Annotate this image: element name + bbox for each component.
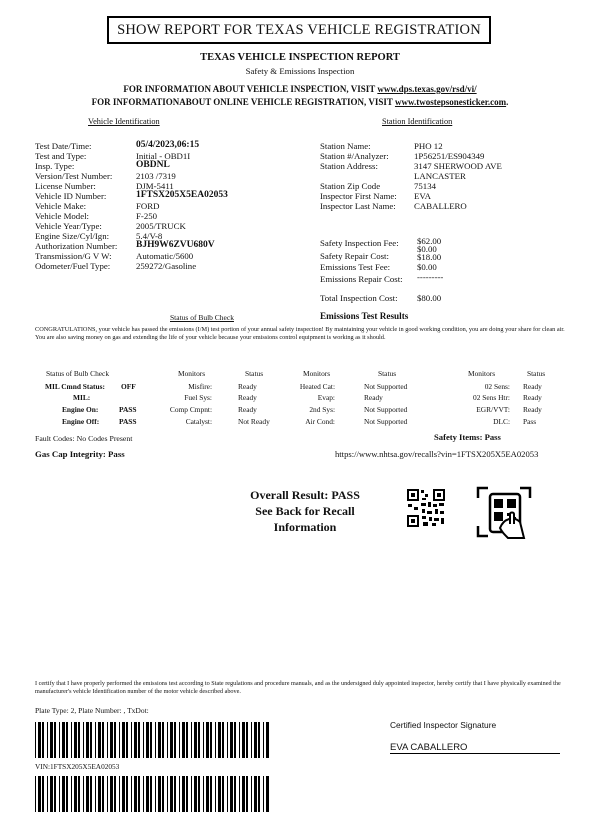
bulb-row-label: MIL Cmnd Status:	[45, 382, 105, 391]
signature-line[interactable]	[390, 742, 560, 754]
monitor-name: Heated Cat:	[299, 382, 335, 391]
congratulations-text: CONGRATULATIONS, your vehicle has passed the emissions (I/M) test portion of your annual safety inspection! By maintaining your vehicle in good working condition, you are doing your share for clean air. You are also saving money on gas and extending the life of your vehicle because your emissions control equipment is working as it should.	[35, 326, 565, 341]
bulb-check-heading: Status of Bulb Check	[170, 313, 234, 322]
bulb-row-label: Engine Off:	[62, 417, 100, 426]
total-cost-label: Total Inspection Cost:	[320, 293, 398, 303]
vehicle-field-label: Vehicle Make:	[35, 201, 87, 211]
station-field-value: 75134	[414, 181, 436, 191]
monitor-status: Not Supported	[364, 417, 408, 426]
station-field-label: Inspector Last Name:	[320, 201, 396, 211]
fee-label: Safety Repair Cost:	[320, 251, 389, 261]
vehicle-field-label: Test and Type:	[35, 151, 87, 161]
fee-value: ---------	[417, 272, 444, 282]
station-field-label: Station #/Analyzer:	[320, 151, 389, 161]
barcode-gap	[269, 722, 270, 758]
vehicle-field-label: Vehicle ID Number:	[35, 191, 107, 201]
overall-result-line3: Information	[273, 520, 337, 534]
fee-label: Emissions Test Fee:	[320, 262, 391, 272]
monitor-status: Pass	[523, 417, 537, 426]
bulb-row-label: MIL:	[73, 393, 91, 402]
vehicle-field-label: Version/Test Number:	[35, 171, 113, 181]
status-header-2: Status	[378, 369, 397, 378]
vehicle-field-value: FORD	[136, 201, 160, 211]
monitor-status: Ready	[523, 393, 542, 402]
vehicle-field-value: BJH9W6ZVU680V	[136, 240, 215, 250]
report-subtitle: Safety & Emissions Inspection	[245, 66, 355, 76]
vehicle-field-label: Insp. Type:	[35, 161, 75, 171]
bulb-row-value: PASS	[119, 405, 137, 414]
vehicle-section-heading: Vehicle Identification	[88, 117, 160, 126]
monitors-header-3: Monitors	[468, 369, 496, 378]
fee-value: $18.00	[417, 252, 442, 262]
monitor-name: 02 Sens:	[484, 382, 510, 391]
monitor-status: Ready	[238, 393, 257, 402]
bulb-row-value: OFF	[121, 382, 136, 391]
info-line-1-text: FOR INFORMATION ABOUT VEHICLE INSPECTION, VISIT	[123, 84, 378, 94]
monitor-status: Not Ready	[238, 417, 270, 426]
vehicle-field-label: Engine Size/Cyl/Ign:	[35, 231, 110, 241]
plate-type: Plate Type: 2, Plate Number: , TxDot:	[35, 706, 149, 715]
vehicle-field-value: 2005/TRUCK	[136, 221, 186, 231]
monitor-name: Fuel Sys:	[184, 393, 212, 402]
vehicle-field-value: OBDNL	[136, 160, 170, 170]
fee-value: $0.00	[417, 262, 437, 272]
vehicle-field-value: 259272/Gasoline	[136, 261, 197, 271]
info-line-2	[0, 97, 600, 107]
vehicle-field-label: Transmission/G V W:	[35, 251, 112, 261]
fee-label: Emissions Repair Cost:	[320, 274, 403, 284]
monitor-name: Evap:	[317, 393, 335, 402]
station-field-value: 3147 SHERWOOD AVE	[414, 161, 502, 171]
recall-url[interactable]: https://www.nhtsa.gov/recalls?vin=1FTSX205X5EA02053	[335, 449, 539, 459]
monitor-name: EGR/VVT:	[476, 405, 510, 414]
station-section-heading: Station Identification	[382, 117, 453, 126]
overall-result	[220, 487, 390, 535]
monitor-name: Comp Cmpnt:	[169, 405, 212, 414]
station-field-value: CABALLERO	[414, 201, 467, 211]
overall-result-line1: Overall Result: PASS	[250, 488, 360, 502]
qr-code-icon	[406, 488, 446, 528]
monitor-name: Air Cond:	[305, 417, 335, 426]
monitors-header-1: Monitors	[178, 369, 206, 378]
vehicle-field-label: Authorization Number:	[35, 241, 118, 251]
vehicle-field-label: Vehicle Year/Type:	[35, 221, 102, 231]
vehicle-field-label: License Number:	[35, 181, 96, 191]
info-line-1	[0, 84, 600, 94]
vehicle-field-value: Initial - OBD1I	[136, 151, 191, 161]
barcode-gap	[269, 776, 270, 812]
report-title: TEXAS VEHICLE INSPECTION REPORT	[200, 52, 400, 63]
safety-items: Safety Items: Pass	[434, 432, 501, 442]
monitor-status: Ready	[364, 393, 383, 402]
bulb-row-value: PASS	[119, 417, 137, 426]
station-field-value: LANCASTER	[414, 171, 466, 181]
signature-name: EVA CABALLERO	[390, 742, 468, 753]
certification-statement: I certify that I have properly performed the emissions test according to State regulations and procedure manuals, and as the undersigned duly appointed inspector, hereby certify that I have physically examined the manufacturer's vehicle Identification number of the motor vehicle described above.	[35, 680, 561, 695]
station-field-value: PHO 12	[414, 141, 443, 151]
bulb-row-label: Engine On:	[62, 405, 99, 414]
monitor-name: Catalyst:	[185, 417, 212, 426]
vehicle-field-value: 2103 /7319	[136, 171, 176, 181]
vehicle-field-label: Odometer/Fuel Type:	[35, 261, 111, 271]
monitor-status: Not Supported	[364, 405, 408, 414]
vehicle-field-value: DJM-5411	[136, 181, 174, 191]
vin-caption: VIN:1FTSX205X5EA02053	[35, 762, 120, 771]
vehicle-field-value: F-250	[136, 211, 158, 221]
monitor-status: Ready	[238, 382, 257, 391]
fee-value: $62.00	[417, 236, 442, 246]
monitor-status: Not Supported	[364, 382, 408, 391]
fee-value: $0.00	[417, 244, 437, 254]
bulb-check-column-header: Status of Bulb Check	[46, 369, 110, 378]
vehicle-field-value: 5.4/V-8	[136, 231, 163, 241]
station-field-value: 1P56251/ES904349	[414, 151, 485, 161]
overall-result-line2: See Back for Recall	[255, 504, 355, 518]
vehicle-field-value: 1FTSX205X5EA02053	[136, 190, 228, 200]
vehicle-field-value: 05/4/2023,06:15	[136, 140, 200, 150]
fault-codes: Fault Codes: No Codes Present	[35, 434, 133, 443]
station-field-label: Station Name:	[320, 141, 371, 151]
monitors-header-2: Monitors	[303, 369, 331, 378]
phone-scan-icon	[474, 484, 534, 540]
monitor-status: Ready	[238, 405, 257, 414]
registration-link[interactable]: www.twostepsonesticker.com	[394, 97, 507, 107]
monitor-name: DLC:	[493, 417, 510, 426]
monitor-name: Misfire:	[188, 382, 212, 391]
total-cost-value: $80.00	[417, 293, 442, 303]
gas-cap-integrity: Gas Cap Integrity: Pass	[35, 449, 125, 459]
report-banner	[107, 16, 491, 44]
emissions-heading: Emissions Test Results	[320, 311, 409, 321]
station-field-value: EVA	[414, 191, 431, 201]
vehicle-field-value: Automatic/5600	[136, 251, 194, 261]
status-header-1: Status	[245, 369, 264, 378]
monitor-status: Ready	[523, 405, 542, 414]
info-line-2-text: FOR INFORMATIONABOUT ONLINE VEHICLE REGISTRATION, VISIT	[91, 97, 395, 107]
dps-link[interactable]: www.dps.texas.gov/rsd/vi/	[377, 84, 477, 94]
status-header-3: Status	[527, 369, 546, 378]
monitor-name: 2nd Sys:	[309, 405, 335, 414]
monitor-name: 02 Sens Htr:	[473, 393, 510, 402]
info-line-2-suffix: .	[506, 97, 509, 107]
monitor-status: Ready	[523, 382, 542, 391]
vin-barcode	[35, 722, 272, 758]
station-field-label: Inspector First Name:	[320, 191, 397, 201]
vehicle-field-label: Vehicle Model:	[35, 211, 89, 221]
banner-text: SHOW REPORT FOR TEXAS VEHICLE REGISTRATION	[117, 21, 481, 38]
station-field-label: Station Zip Code	[320, 181, 381, 191]
secondary-barcode	[35, 776, 272, 812]
vehicle-field-label: Test Date/Time:	[35, 141, 92, 151]
fee-label: Safety Inspection Fee:	[320, 238, 399, 248]
signature-label: Certified Inspector Signature	[390, 720, 497, 730]
station-field-label: Station Address:	[320, 161, 378, 171]
